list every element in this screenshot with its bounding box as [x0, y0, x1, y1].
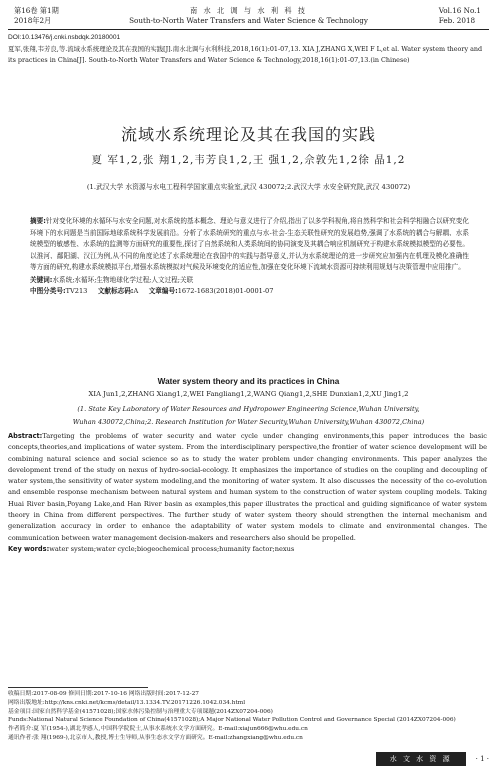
authors-cn: 夏 军1,2,张 翔1,2,韦芳良1,2,王 强1,2,佘敦先1,2徐 晶1,2 — [91, 154, 406, 166]
article-number-value: 1672-1683(2018)01-0001-07 — [177, 287, 274, 295]
authors-en: XIA Jun1,2,ZHANG Xiang1,2,WEI Fangliang1,2,WANG Qiang1,2,SHE Dunxian1,2,XU Jing1,2 — [88, 390, 409, 398]
footnotes — [8, 690, 487, 743]
citation: 夏军,张翔,韦芳良,等.流域水系统理论及其在我国的实践[J].南水北调与水利科技,2018,16(1):01-07,13. XIA J,ZHANG X,WEI F L,et al. Water system theory and its practices in China[J]. South-to-North Water Transfers and Water Science & Technology,2018,16(1):01-07,13.(in Chinese) — [8, 45, 483, 64]
issue-date-en: Feb. 2018 — [438, 16, 476, 25]
classification-line — [30, 286, 469, 298]
footnote-dates: 收稿日期:2017-08-09 修回日期:2017-10-16 网络出版时间:2017-12-27 — [8, 691, 199, 697]
header-right — [439, 6, 481, 26]
keywords-text: 水系统;水循环;生物地球化学过程;人文过程;关联 — [52, 275, 194, 284]
footnote-rule — [8, 687, 148, 688]
issue-date: 2018年2月 — [14, 16, 52, 25]
article-title-en: Water system theory and its practices in China — [157, 377, 340, 386]
keywords-label: 关键词: — [30, 275, 53, 284]
abstract-en-label: Abstract: — [8, 432, 43, 440]
footnote-funds-en: Funds:National Natural Science Foundation of China(41571028);A Major National Water Pollution Control and Governance Special (2014ZX07204-006) — [8, 717, 456, 724]
running-header — [8, 6, 489, 28]
article-number-label: 文章编号: — [148, 287, 178, 295]
footnote-corresponding: 通讯作者:张 翔(1969-),北京市人,教授,博士生导师,从事生态水文学方面研究。E-mail:zhangxiang@whu.edu.cn — [8, 734, 303, 741]
footnote-url: 网络出版地址:http://kns.cnki.net/kcms/detail/13.1334.TV.20171226.1042.034.html — [8, 699, 246, 706]
doi: DOI:10.13476/j.cnki.nsbdqk.20180001 — [8, 34, 121, 41]
abstract-cn — [30, 216, 469, 298]
doc-value: A — [133, 287, 139, 295]
cls-label: 中图分类号: — [30, 287, 66, 295]
header-rule — [8, 29, 489, 30]
article-title-cn: 流域水系统理论及其在我国的实践 — [120, 125, 376, 144]
affiliation-en-line1: (1. State Key Laboratory of Water Resources and Hydropower Engineering Science,Wuhan University, — [77, 405, 420, 413]
footnote-funds-cn: 基金项目:国家自然科学基金(41571028);国家水体污染控制与治理重大专项课题(2014ZX07204-006) — [8, 708, 273, 715]
doc-label: 文献标志码: — [97, 287, 134, 295]
keywords-en-label: Key words: — [8, 544, 50, 553]
footnote-author-bio: 作者简介:夏 军(1954-),湖北孝感人,中国科学院院士,从事水系统水文学方面研究。E-mail:xiajun666@whu.edu.cn — [8, 726, 308, 733]
abstract-en-text: Targeting the problems of water security and water cycle under changing environments,this paper introduces the basic concepts,theories,and implications of water system. From the interdisciplinary perspective,the frontier of water science development will be combining natural science and social science so as to study the water problem under changing environments. This paper analyzes the development trend of the study on nexus of hydro-social-ecology. It emphasizes the importance of studies on the coupling and decoupling of water system,the sensitivity of water system modeling,and the monitoring of water system. It also discusses the necessity of the co-evolution and ensemble response mechanism between natural system and human system to the construction of water system coupling models. Taking Huai River basin,Poyang Lake,and Han River basin as examples,this paper illustrates the practical and guiding significance of water system theory in China from different perspectives. The further study of water system theory should strengthen the internal mechanism and generalization accuracy in order to enhance the adaptability of water system models to climate and environmental changes. The communication between water management decision-makers and researchers also should be propelled. — [8, 432, 487, 542]
keywords-cn — [30, 275, 469, 287]
volume-issue: 第16卷 第1期 — [14, 6, 59, 15]
cls-value: TV213 — [65, 287, 88, 295]
affiliation-cn: (1.武汉大学 水资源与水电工程科学国家重点实验室,武汉 430072;2.武汉大学 水安全研究院,武汉 430072) — [86, 183, 411, 191]
keywords-en — [8, 544, 487, 555]
page-number: · 1 · — [475, 755, 489, 763]
journal-name-cn: 南 水 北 调 与 水 利 科 技 — [190, 6, 307, 15]
volume-issue-en: Vol.16 No.1 — [438, 6, 481, 15]
abstract-en — [8, 431, 487, 555]
header-center — [8, 6, 489, 26]
journal-name-en: South-to-North Water Transfers and Water Science & Technology — [129, 16, 368, 25]
page-footer — [376, 752, 489, 766]
abstract-text: 针对变化环境的水循环与水安全问题,对水系统的基本概念、理论与意义进行了介绍,指出了以多学科视角,将自然科学和社会科学相融合以研究变化环境下的水问题是当前国际地球系统科学发展前沿。分析了水系统研究的重点与水-社会-生态关联性研究的发展趋势,强调了水系统的耦合与解耦、水系统模型的敏感性、水系统的监测等方面研究的重要性,探讨了自然系统和人类系统间的协同演变及其耦合响应机制研究于构建水系统模拟模型的必要性。以淮河、鄱阳湖、汉江为例,从不同的角度论述了水系统理论在我国中的实践与指导意义,并认为水系统理论的进一步研究应加强内在机理及模化准确性等方面的研究,构建水系统模拟平台,增强水系统模拟对气候及环境变化的适应性,加强在变化环境下流域水资源可持续利用规划与决策管理中应用推广。 — [30, 217, 469, 271]
abstract-label: 摘要: — [30, 217, 46, 225]
keywords-en-text: water system;water cycle;biogeochemical process;humanity factor;nexus — [49, 544, 295, 553]
section-label: 水 文 水 资 源 — [376, 752, 466, 766]
affiliation-en-line2: Wuhan 430072,China;2. Research Institution for Water Security,Wuhan University,Wuhan 430072,China) — [72, 418, 425, 426]
affiliation-en — [20, 403, 477, 429]
